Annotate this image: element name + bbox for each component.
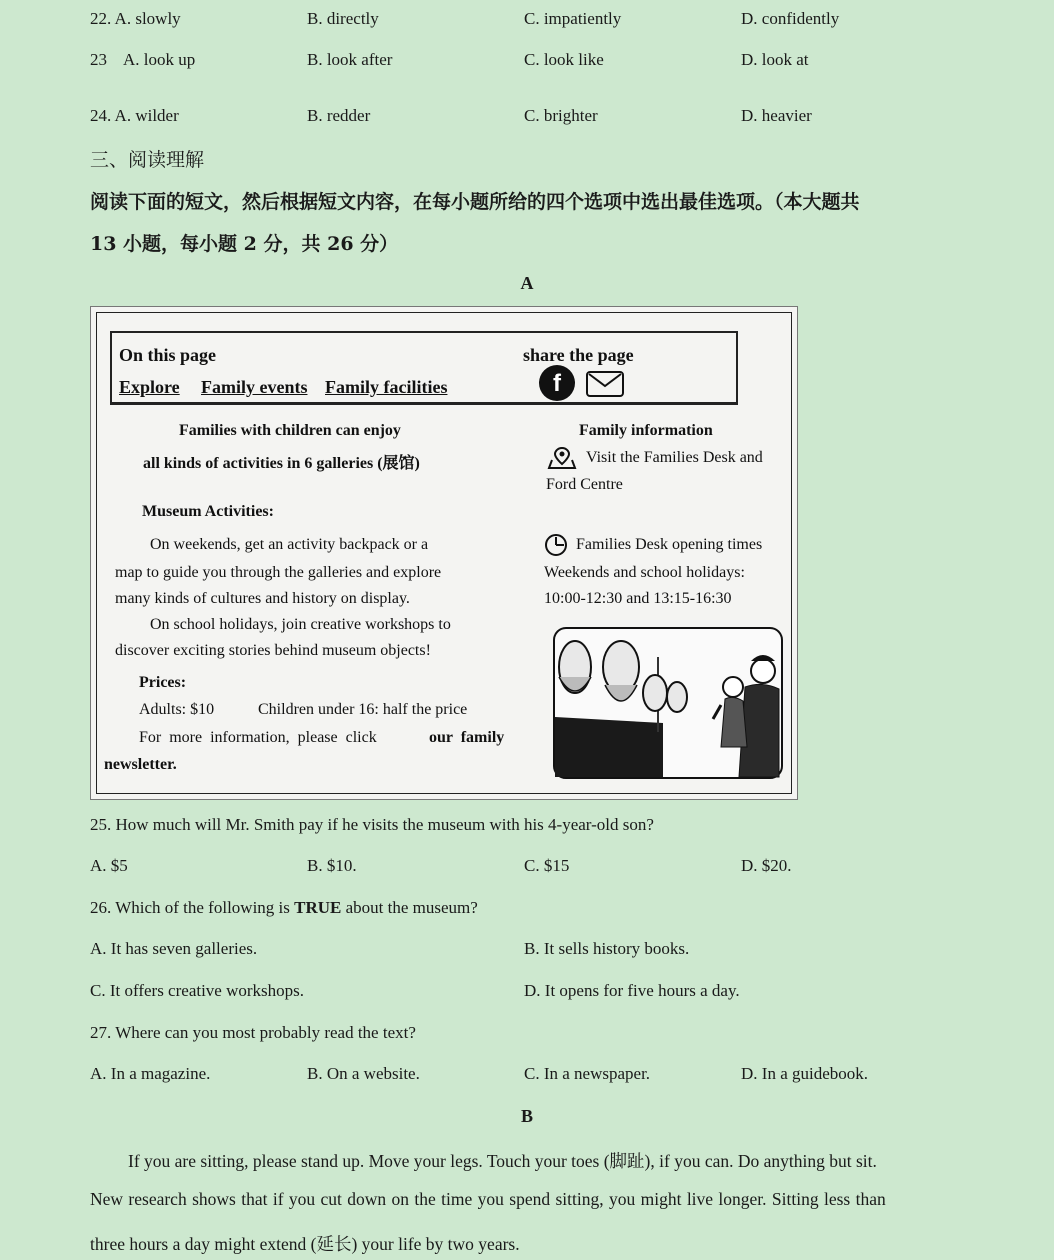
share-page-label: share the page xyxy=(523,345,634,365)
q25-option-b: B. $10. xyxy=(307,856,357,875)
desk-times-title: Families Desk opening times xyxy=(576,536,763,553)
q22-option-b: B. directly xyxy=(307,9,379,28)
family-info-title: Family information xyxy=(579,422,713,439)
activities-line4: On school holidays, join creative workshops to xyxy=(150,616,451,633)
q27-option-d: D. In a guidebook. xyxy=(741,1064,869,1083)
newsletter-link[interactable]: newsletter. xyxy=(104,756,177,773)
q27-question: 27. Where can you most probably read the text? xyxy=(90,1023,416,1042)
activities-line3: many kinds of cultures and history on display. xyxy=(115,590,410,607)
family-link-text[interactable]: our family xyxy=(429,729,505,746)
q24-option-b: B. redder xyxy=(307,106,371,125)
section-instruction-line1: 阅读下面的短文，然后根据短文内容，在每小题所给的四个选项中选出最佳选项。（本大题共 xyxy=(90,191,860,213)
q25-option-c: C. $15 xyxy=(524,856,570,875)
q22-option-d: D. confidently xyxy=(741,9,840,28)
q27-option-b: B. On a website. xyxy=(307,1064,420,1083)
q22-option-a: 22. A. slowly xyxy=(90,9,181,28)
families-line1: Families with children can enjoy xyxy=(179,422,401,439)
q27-option-a: A. In a magazine. xyxy=(90,1064,211,1083)
museum-advert-image xyxy=(90,306,798,800)
families-line2: all kinds of activities in 6 galleries (展馆) xyxy=(143,455,420,472)
passage-b-line2: New research shows that if you cut down on the time you spend sitting, you might live longer. Sitting less than xyxy=(90,1189,886,1209)
q26-question-pre: 26. Which of the following is xyxy=(90,898,295,917)
q26-option-b: B. It sells history books. xyxy=(524,939,690,958)
nav-family-facilities-link[interactable]: Family facilities xyxy=(325,377,448,397)
facebook-icon[interactable]: f xyxy=(539,365,575,401)
q25-option-a: A. $5 xyxy=(90,856,128,875)
location-map-icon xyxy=(547,446,577,470)
activities-line5: discover exciting stories behind museum objects! xyxy=(115,642,431,659)
q27-option-c: C. In a newspaper. xyxy=(524,1064,651,1083)
q23-option-b: B. look after xyxy=(307,50,393,69)
passage-b-label: B xyxy=(520,1106,533,1126)
desk-times-line1: Weekends and school holidays: xyxy=(544,564,745,581)
prices-title: Prices: xyxy=(139,674,187,691)
q26-question-emphasis: TRUE xyxy=(294,898,342,917)
q25-option-d: D. $20. xyxy=(741,856,792,875)
more-info-text: For more information, please click xyxy=(139,729,377,746)
on-this-page-label: On this page xyxy=(119,345,217,365)
passage-b-line1: If you are sitting, please stand up. Move your legs. Touch your toes (脚趾), if you can. Do anything but sit. xyxy=(128,1151,877,1171)
museum-visitors-illustration xyxy=(553,627,783,779)
nav-family-events-link[interactable]: Family events xyxy=(201,377,308,397)
activities-line1: On weekends, get an activity backpack or a xyxy=(150,536,429,553)
desk-times-line2: 10:00-12:30 and 13:15-16:30 xyxy=(544,590,732,607)
q25-question: 25. How much will Mr. Smith pay if he visits the museum with his 4-year-old son? xyxy=(90,815,654,834)
q23-option-c: C. look like xyxy=(524,50,604,69)
nav-explore-link[interactable]: Explore xyxy=(119,377,180,397)
q24-option-d: D. heavier xyxy=(741,106,812,125)
q23-option-a: A. look up xyxy=(123,50,196,69)
price-children: Children under 16: half the price xyxy=(258,701,468,718)
price-adults: Adults: $10 xyxy=(139,701,215,718)
q23-option-d: D. look at xyxy=(741,50,809,69)
family-info-line1: Visit the Families Desk and xyxy=(586,449,763,466)
activities-title: Museum Activities: xyxy=(142,503,274,520)
q26-question xyxy=(90,898,478,918)
q23-number: 23 xyxy=(90,50,107,69)
q24-option-c: C. brighter xyxy=(524,106,598,125)
q26-question-post: about the museum? xyxy=(341,898,478,917)
activities-line2: map to guide you through the galleries and explore xyxy=(115,564,442,581)
family-info-line2: Ford Centre xyxy=(546,476,623,493)
section-instruction-line2: 13 小题，每小题 2 分，共 26 分） xyxy=(90,233,399,255)
section-title: 三、阅读理解 xyxy=(90,149,205,171)
q26-option-d: D. It opens for five hours a day. xyxy=(524,981,740,1000)
mail-icon[interactable] xyxy=(586,371,624,397)
passage-b-line3: three hours a day might extend (延长) your life by two years. xyxy=(90,1234,520,1254)
clock-icon xyxy=(544,533,568,557)
passage-a-label: A xyxy=(520,273,534,293)
q22-option-c: C. impatiently xyxy=(524,9,622,28)
q26-option-c: C. It offers creative workshops. xyxy=(90,981,305,1000)
q24-option-a: 24. A. wilder xyxy=(90,106,179,125)
q26-option-a: A. It has seven galleries. xyxy=(90,939,258,958)
